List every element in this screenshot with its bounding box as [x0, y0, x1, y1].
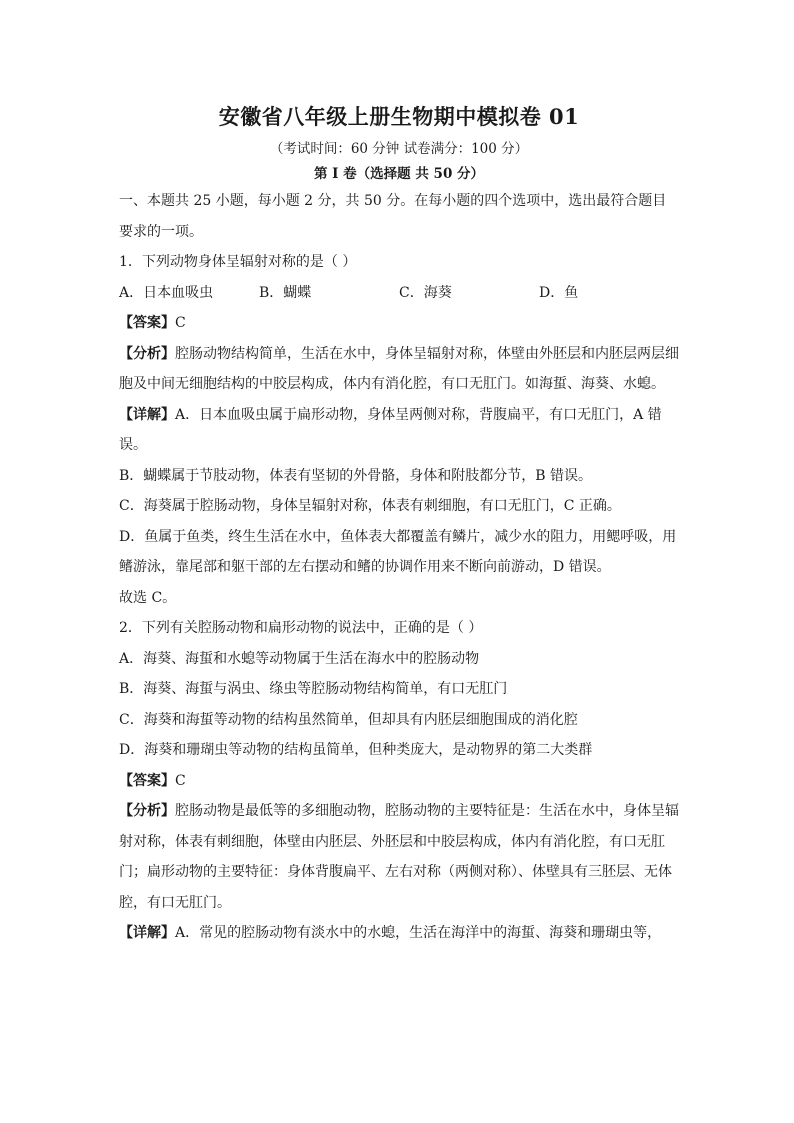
q1-option-d: D．鱼 — [539, 284, 579, 301]
q1-detail-b: B．蝴蝶属于节肢动物，体表有坚韧的外骨骼，身体和附肢都分节，B 错误。 — [119, 467, 593, 484]
q2-stem: 2．下列有关腔肠动物和扁形动物的说法中，正确的是（ ） — [119, 620, 483, 636]
q1-answer-tag: 【答案】 — [119, 315, 175, 331]
q1-detail-a — [119, 400, 679, 461]
q2-option-c: C．海葵和海蜇等动物的结构虽然简单，但却具有内胚层细胞围成的消化腔 — [119, 711, 578, 728]
q2-answer — [119, 766, 679, 797]
q1-detail-c: C．海葵属于腔肠动物，身体呈辐射对称，体表有刺细胞，有口无肛门，C 正确。 — [119, 498, 621, 514]
q1-option-a: A．日本血吸虫 — [119, 284, 214, 301]
q1-option-b: B．蝴蝶 — [259, 284, 312, 301]
q2-analysis-tag: 【分析】 — [119, 803, 175, 819]
exam-title: 安徽省八年级上册生物期中模拟卷 01 — [218, 104, 580, 129]
q2-analysis-text: 腔肠动物是最低等的多细胞动物，腔肠动物的主要特征是：生活在水中，身体呈辐射对称，体表有刺细胞，体壁由内胚层、外胚层和中胶层构成，体内有消化腔，有口无肛门；扁形动物的主要特征：身体背腹扁平、左右对称（两侧对称）、体壁具有三胚层、无体腔，有口无肛门。 — [119, 803, 679, 911]
q1-detail-d: D．鱼属于鱼类，终生生活在水中，鱼体表大都覆盖有鳞片，减少水的阻力，用鳃呼吸，用鳍游泳，靠尾部和躯干部的左右摆动和鳍的协调作用来不断向前游动，D 错误。 — [119, 528, 677, 575]
q1-detail-a-text: A．日本血吸虫属于扁形动物，身体呈两侧对称，背腹扁平，有口无肛门，A 错误。 — [119, 406, 662, 453]
q2-answer-value: C — [175, 772, 186, 789]
q2-option-d: D．海葵和珊瑚虫等动物的结构虽简单，但种类庞大，是动物界的第二大类群 — [119, 742, 593, 758]
q1-analysis-tag: 【分析】 — [119, 345, 175, 362]
document-content — [119, 102, 679, 949]
q1-detail-tag: 【详解】 — [119, 406, 175, 423]
q1-analysis-text: 腔肠动物结构简单，生活在水中，身体呈辐射对称，体壁由外胚层和内胚层两层细胞及中间无细胞结构的中胶层构成，体内有消化腔，有口无肛门。如海蜇、海葵、水螅。 — [119, 345, 679, 392]
q2-answer-tag: 【答案】 — [119, 772, 175, 789]
q2-option-b: B．海葵、海蜇与涡虫、绦虫等腔肠动物结构简单，有口无肛门 — [119, 681, 508, 697]
q1-answer-value: C — [175, 315, 186, 331]
section-heading: 第 I 卷（选择题 共 50 分） — [313, 166, 485, 182]
q2-detail-a — [119, 918, 679, 949]
q1-analysis — [119, 339, 679, 400]
q1-answer — [119, 308, 679, 339]
q2-detail-a-text: A．常见的腔肠动物有淡水中的水螅，生活在海洋中的海蜇、海葵和珊瑚虫等， — [175, 925, 662, 941]
q1-option-c: C．海葵 — [399, 284, 452, 301]
q1-conclusion: 故选 C。 — [119, 589, 177, 606]
q1-options — [119, 278, 679, 309]
q1-stem: 1．下列动物身体呈辐射对称的是（ ） — [119, 254, 357, 270]
q2-analysis — [119, 796, 679, 918]
exam-subtitle: （考试时间：60 分钟 试卷满分：100 分） — [269, 141, 529, 157]
q2-detail-tag: 【详解】 — [119, 925, 175, 941]
instructions: 一、本题共 25 小题，每小题 2 分，共 50 分。在每小题的四个选项中，选出最符合题目要求的一项。 — [119, 193, 667, 240]
q2-option-a: A．海葵、海蜇和水螅等动物属于生活在海水中的腔肠动物 — [119, 650, 480, 667]
